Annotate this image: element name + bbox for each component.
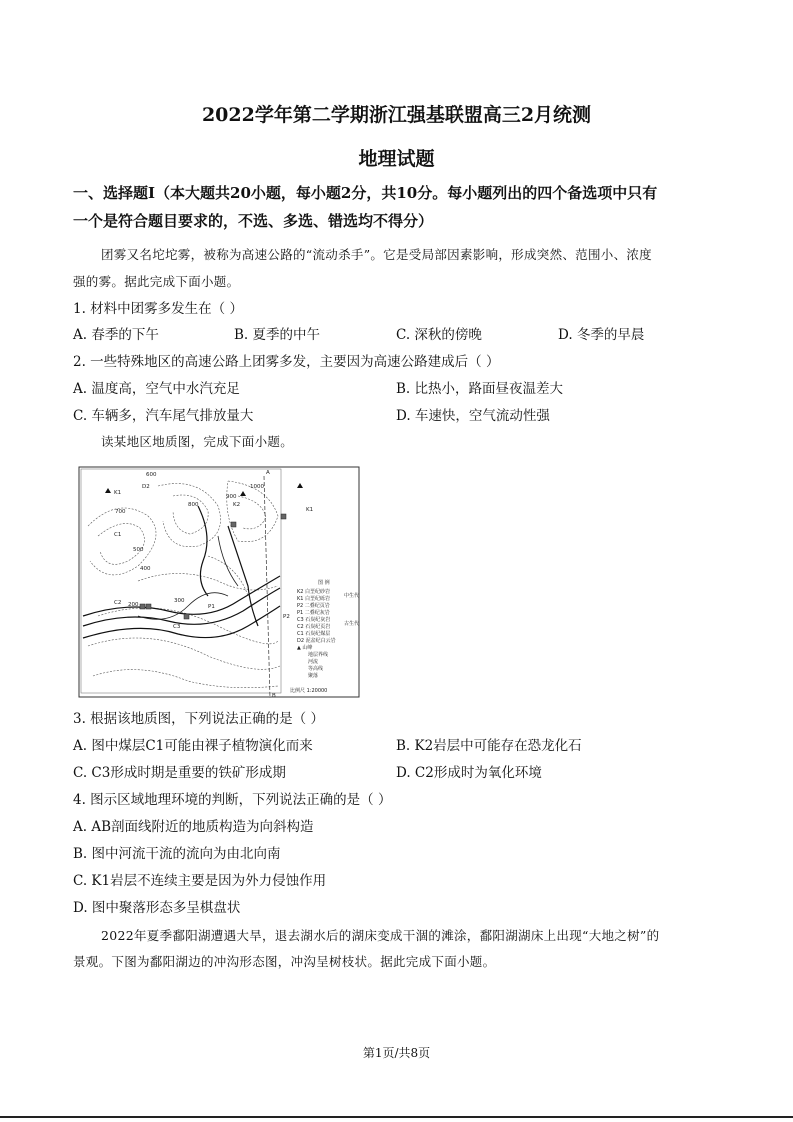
legend-item-4: C3 石炭纪灰岩 bbox=[297, 617, 331, 623]
map-label-900: 900 bbox=[226, 494, 237, 500]
q3-option-c[interactable]: C. C3形成时期是重要的铁矿形成期 bbox=[73, 765, 286, 781]
legend-group-mesozoic: 中生代 bbox=[344, 593, 360, 599]
map-scale: 比例尺 1:20000 bbox=[290, 688, 328, 694]
map-label-b: B bbox=[272, 693, 276, 698]
map-label-k2: K2 bbox=[233, 502, 241, 508]
legend-item-11: 等高线 bbox=[308, 666, 324, 672]
legend-group-paleozoic: 古生代 bbox=[344, 621, 360, 627]
q1-option-d[interactable]: D. 冬季的早晨 bbox=[558, 327, 645, 343]
legend-item-0: K2 白垩纪砂岩 bbox=[297, 589, 331, 595]
exam-title: 2022学年第二学期浙江强基联盟高三2月统测 bbox=[201, 104, 592, 126]
map-label-300: 300 bbox=[174, 598, 185, 604]
section-heading-line1: 一、选择题Ⅰ（本大题共20小题，每小题2分，共10分。每小题列出的四个备选项中只有 bbox=[73, 184, 658, 202]
legend-item-2: P2 二叠纪页岩 bbox=[297, 603, 330, 609]
map-label-800: 800 bbox=[188, 502, 199, 508]
q4-option-b[interactable]: B. 图中河流干流的流向为由北向南 bbox=[73, 846, 281, 862]
map-label-p1: P1 bbox=[208, 604, 215, 610]
map-label-p2: P2 bbox=[283, 614, 290, 620]
exam-subtitle: 地理试题 bbox=[358, 148, 435, 170]
geological-map bbox=[78, 466, 360, 698]
legend-item-8: ▲ 山峰 bbox=[297, 645, 313, 651]
legend-item-6: C1 石炭纪煤层 bbox=[297, 631, 331, 637]
legend-item-9: 地层界线 bbox=[308, 652, 329, 658]
map-label-700: 700 bbox=[115, 509, 126, 515]
map-label-400: 400 bbox=[140, 566, 151, 572]
map-label-c3: C3 bbox=[173, 624, 181, 630]
q2-option-c[interactable]: C. 车辆多，汽车尾气排放量大 bbox=[73, 408, 254, 424]
map-label-1000: 1000 bbox=[250, 484, 264, 490]
q4-option-d[interactable]: D. 图中聚落形态多呈棋盘状 bbox=[73, 900, 241, 916]
map-label-c1: C1 bbox=[114, 532, 122, 538]
passage1-line1: 团雾又名坨坨雾，被称为高速公路的“流动杀手”。它是受局部因素影响，形成突然、范围小、浓度 bbox=[101, 247, 652, 262]
q3-option-d[interactable]: D. C2形成时为氧化环境 bbox=[396, 765, 542, 781]
passage3-line1: 2022年夏季鄱阳湖遭遇大旱，退去湖水后的湖床变成干涸的滩涂，鄱阳湖湖床上出现“大地之树”的 bbox=[101, 928, 660, 943]
map-label-c2: C2 bbox=[114, 600, 122, 606]
map-label-d2: D2 bbox=[142, 484, 150, 490]
q2-stem: 2. 一些特殊地区的高速公路上团雾多发，主要因为高速公路建成后（ ） bbox=[73, 354, 500, 370]
map-label-k1-ne: K1 bbox=[306, 507, 314, 513]
q2-option-d[interactable]: D. 车速快，空气流动性强 bbox=[396, 408, 550, 424]
q3-stem: 3. 根据该地质图，下列说法正确的是（ ） bbox=[73, 711, 324, 727]
page-footer: 第1页/共8页 bbox=[362, 1046, 431, 1060]
legend-item-1: K1 白垩纪砾岩 bbox=[297, 596, 331, 602]
passage3-line2: 景观。下图为鄱阳湖边的冲沟形态图，冲沟呈树枝状。据此完成下面小题。 bbox=[73, 954, 496, 969]
legend-item-10: 河流 bbox=[308, 659, 319, 665]
section-heading-line2: 一个是符合题目要求的，不选、多选、错选均不得分） bbox=[73, 212, 434, 230]
q4-option-c[interactable]: C. K1岩层不连续主要是因为外力侵蚀作用 bbox=[73, 873, 327, 889]
legend-item-3: P1 二叠纪灰岩 bbox=[297, 610, 330, 616]
q2-option-a[interactable]: A. 温度高，空气中水汽充足 bbox=[73, 381, 240, 397]
q1-option-b[interactable]: B. 夏季的中午 bbox=[234, 327, 321, 343]
legend-item-12: 聚落 bbox=[308, 673, 319, 679]
map-label-500: 500 bbox=[133, 547, 144, 553]
q1-option-c[interactable]: C. 深秋的傍晚 bbox=[396, 327, 482, 343]
q4-stem: 4. 图示区域地理环境的判断，下列说法正确的是（ ） bbox=[73, 792, 392, 808]
map-label-a: A bbox=[266, 470, 270, 476]
legend-item-5: C2 石炭纪页岩 bbox=[297, 624, 331, 630]
passage2: 读某地区地质图，完成下面小题。 bbox=[101, 434, 294, 449]
q1-stem: 1. 材料中团雾多发生在（ ） bbox=[73, 301, 243, 317]
q4-option-a[interactable]: A. AB剖面线附近的地质构造为向斜构造 bbox=[73, 819, 314, 835]
q3-option-b[interactable]: B. K2岩层中可能存在恐龙化石 bbox=[396, 738, 582, 754]
q3-option-a[interactable]: A. 图中煤层C1可能由裸子植物演化而来 bbox=[73, 738, 313, 754]
map-label-k1-nw: K1 bbox=[114, 490, 122, 496]
passage1-line2: 强的雾。据此完成下面小题。 bbox=[73, 274, 240, 289]
map-label-600: 600 bbox=[146, 472, 157, 478]
map-label-200: 200 bbox=[128, 602, 139, 608]
q2-option-b[interactable]: B. 比热小，路面昼夜温差大 bbox=[396, 381, 564, 397]
legend-item-7: D2 泥盆纪白云岩 bbox=[297, 638, 336, 644]
legend-title: 图 例 bbox=[318, 580, 330, 586]
q1-option-a[interactable]: A. 春季的下午 bbox=[73, 327, 159, 343]
bottom-rule bbox=[0, 1116, 793, 1118]
